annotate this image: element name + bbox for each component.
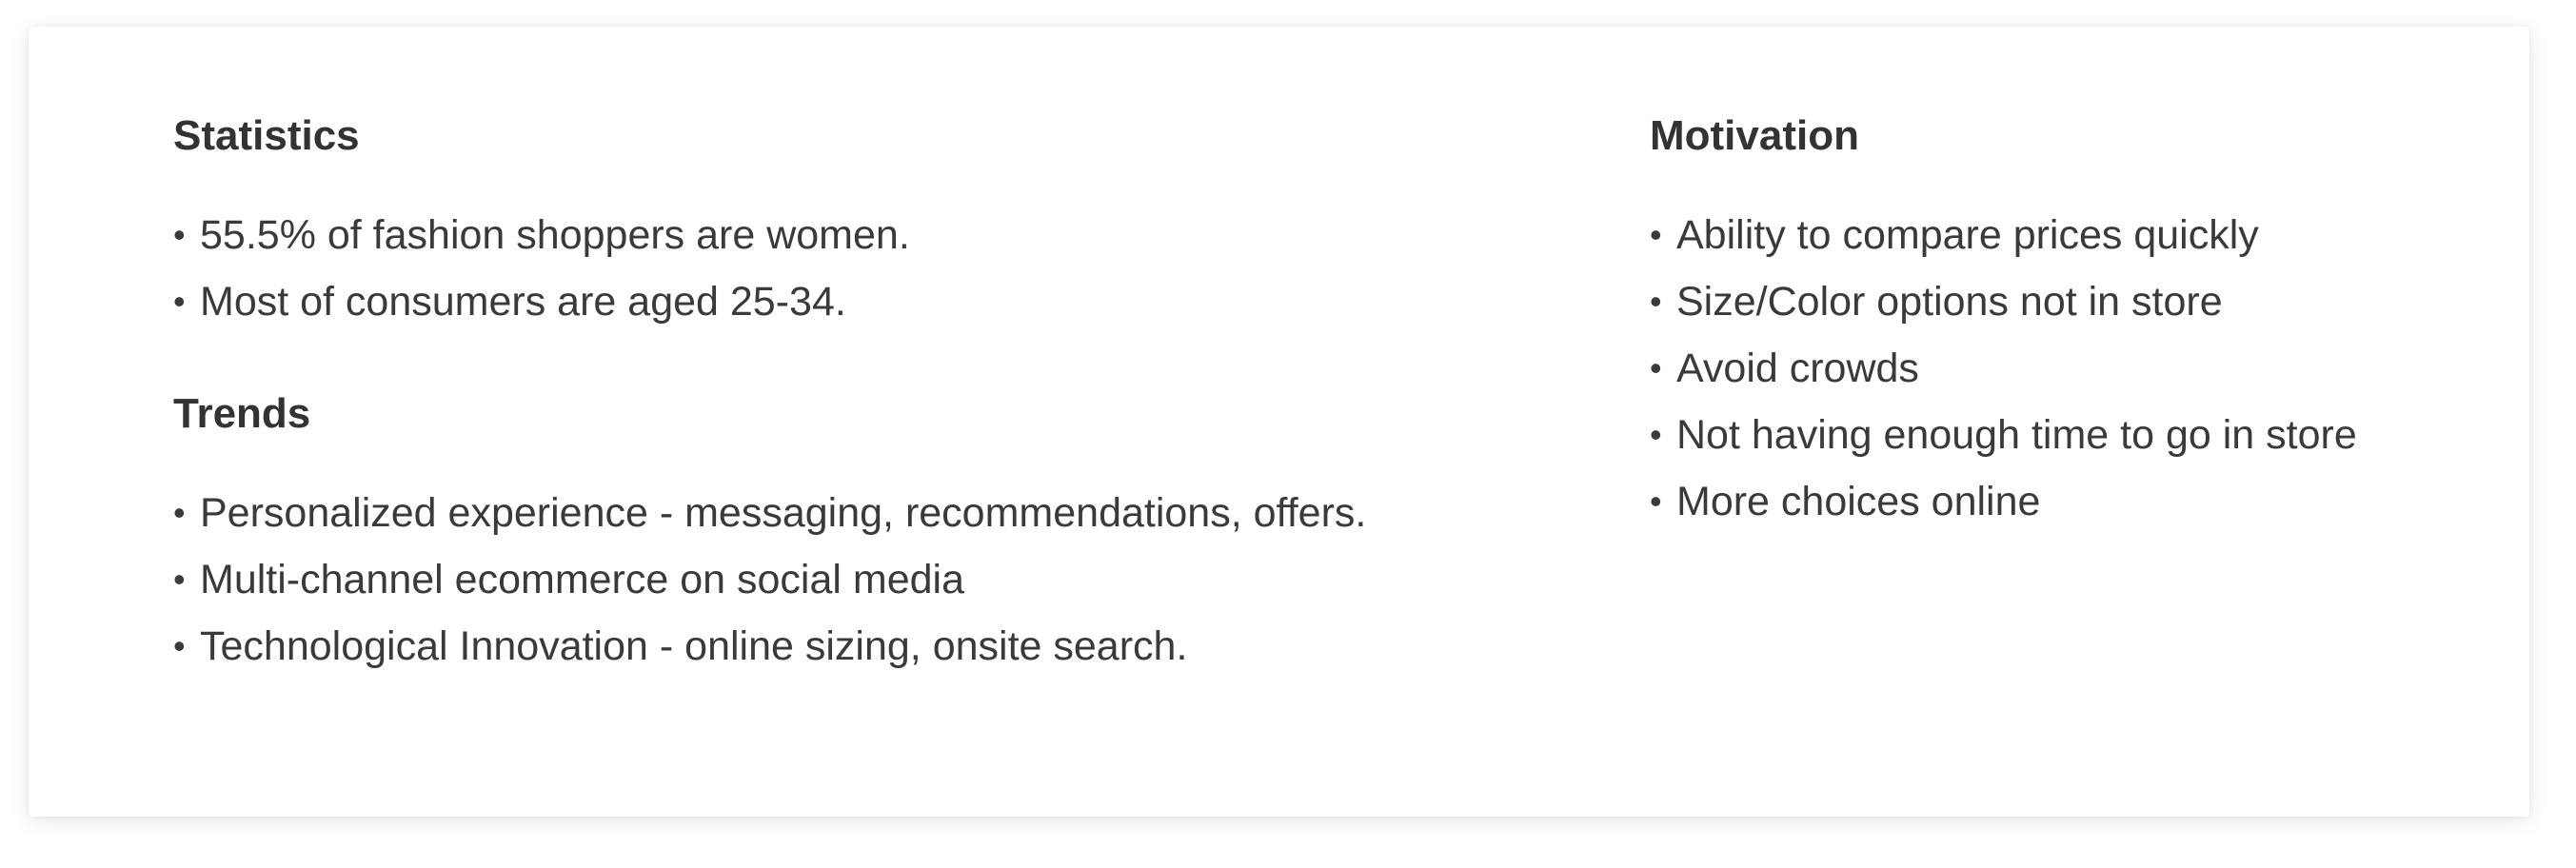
right-column <box>1650 110 2468 535</box>
motivation-title: Motivation <box>1650 112 1859 159</box>
motivation-item: • Ability to compare prices quickly <box>1650 202 2468 268</box>
left-column <box>173 110 1392 680</box>
trends-item: • Multi-channel ecommerce on social media <box>173 546 1371 613</box>
trends-title: Trends <box>173 390 311 437</box>
statistics-item: • Most of consumers are aged 25-34. <box>173 268 1392 335</box>
statistics-title: Statistics <box>173 112 360 159</box>
statistics-list <box>173 202 1392 335</box>
motivation-item: • More choices online <box>1650 468 2468 535</box>
trends-item: • Personalized experience - messaging, recommendations, offers. <box>173 480 1371 546</box>
trends-item: • Technological Innovation - online sizing, onsite search. <box>173 613 1371 680</box>
motivation-item: • Size/Color options not in store <box>1650 268 2468 335</box>
research-card <box>29 27 2529 817</box>
trends-list <box>173 480 1392 680</box>
statistics-item: • 55.5% of fashion shoppers are women. <box>173 202 1392 268</box>
motivation-item: • Avoid crowds <box>1650 335 2468 402</box>
motivation-list <box>1650 202 2468 535</box>
motivation-item: • Not having enough time to go in store <box>1650 402 2468 468</box>
